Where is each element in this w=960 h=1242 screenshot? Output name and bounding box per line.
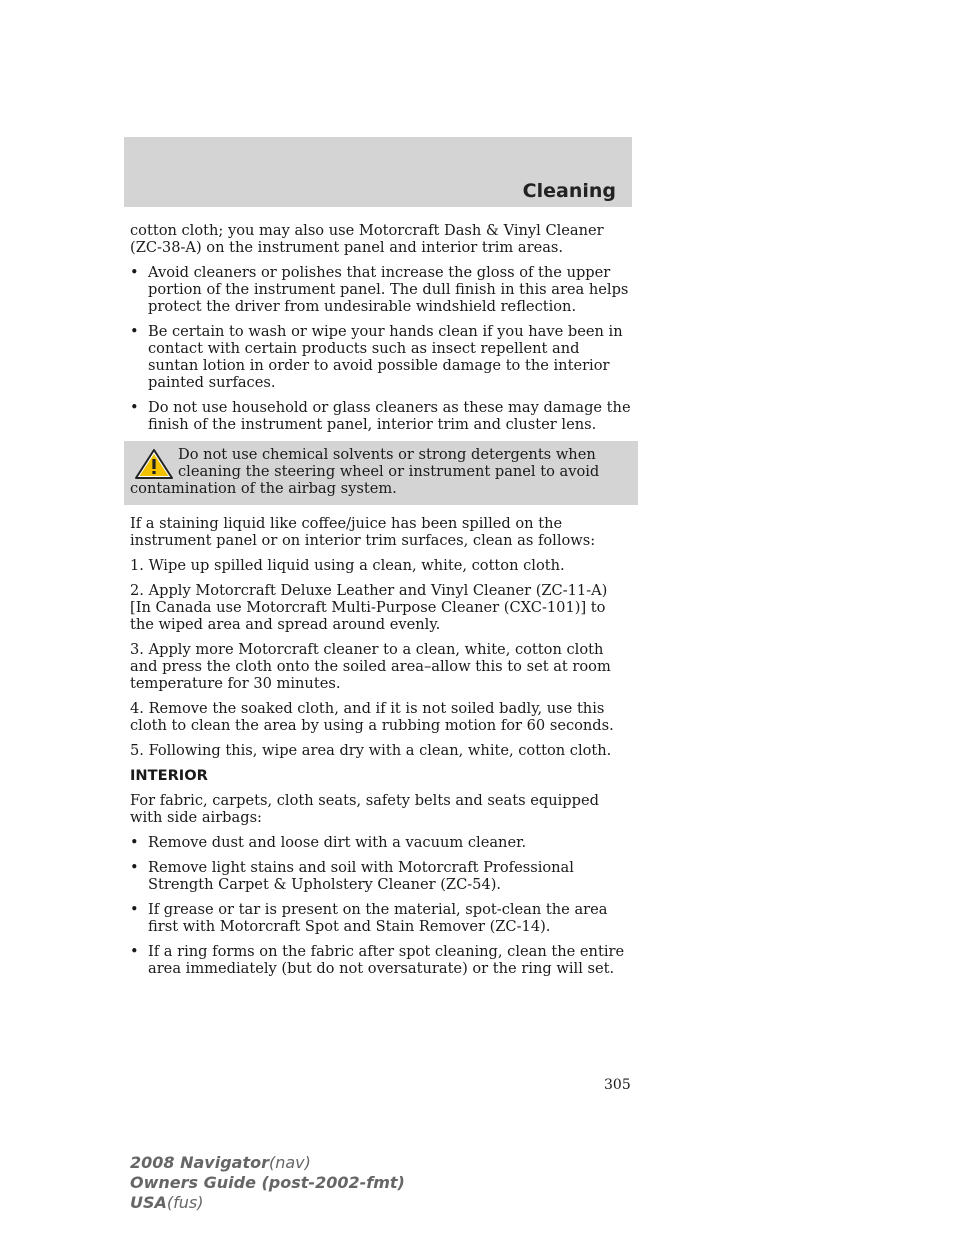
interior-intro: For fabric, carpets, cloth seats, safety belts and seats equipped with side airbags:	[130, 792, 599, 826]
footer-line-1: 2008 Navigator(nav)	[130, 1153, 311, 1172]
step-4: 4. Remove the soaked cloth, and if it is not soiled badly, use this cloth to clean the area by using a rubbing motion for 60 seconds.	[130, 700, 614, 734]
list-item: • Remove light stains and soil with Motorcraft Professional Strength Carpet & Upholstery Cleaner (ZC-54).	[130, 859, 574, 893]
step-3: 3. Apply more Motorcraft cleaner to a clean, white, cotton cloth and press the cloth onto the soiled area–allow this to set at room temperature for 30 minutes.	[130, 641, 611, 692]
list-item: • Avoid cleaners or polishes that increase the gloss of the upper portion of the instrument panel. The dull finish in this area helps protect the driver from undesirable windshield reflection.	[130, 264, 629, 315]
page-content	[130, 222, 632, 985]
list-item: • If a ring forms on the fabric after spot cleaning, clean the entire area immediately (but do not oversaturate) or the ring will set.	[130, 943, 625, 977]
page-number: 305	[604, 1077, 631, 1093]
section-title: Cleaning	[522, 180, 616, 202]
intro-paragraph: cotton cloth; you may also use Motorcraft Dash & Vinyl Cleaner (ZC-38-A) on the instrument panel and interior trim areas.	[130, 222, 604, 256]
step-2: 2. Apply Motorcraft Deluxe Leather and Vinyl Cleaner (ZC-11-A) [In Canada use Motorcraft Multi-Purpose Cleaner (CXC-101)] to the wiped area and spread around evenly.	[130, 582, 608, 633]
footer-line-2: Owners Guide (post-2002-fmt)	[130, 1173, 405, 1192]
list-item: • Be certain to wash or wipe your hands clean if you have been in contact with certain products such as insect repellent and suntan lotion in order to avoid possible damage to the interior painted surfaces.	[130, 323, 623, 391]
header-bar	[124, 137, 632, 207]
spill-intro: If a staining liquid like coffee/juice has been spilled on the instrument panel or on interior trim surfaces, clean as follows:	[130, 515, 596, 549]
list-item: • If grease or tar is present on the material, spot-clean the area first with Motorcraft Spot and Stain Remover (ZC-14).	[130, 901, 608, 935]
warning-text: Do not use chemical solvents or strong detergents when cleaning the steering wheel or instrument panel to avoid contamination of the airbag system.	[130, 446, 600, 497]
bullet-list-interior	[130, 834, 632, 977]
list-item: • Do not use household or glass cleaners as these may damage the finish of the instrument panel, interior trim and cluster lens.	[130, 399, 631, 433]
warning-icon	[134, 448, 174, 480]
interior-heading: INTERIOR	[130, 767, 208, 784]
footer-line-3: USA(fus)	[130, 1193, 204, 1212]
step-1: 1. Wipe up spilled liquid using a clean, white, cotton cloth.	[130, 557, 565, 574]
footer	[130, 1153, 405, 1213]
warning-box	[124, 441, 638, 505]
list-item: • Remove dust and loose dirt with a vacuum cleaner.	[130, 834, 527, 851]
bullet-list-cleaning	[130, 264, 632, 433]
step-5: 5. Following this, wipe area dry with a clean, white, cotton cloth.	[130, 742, 612, 759]
